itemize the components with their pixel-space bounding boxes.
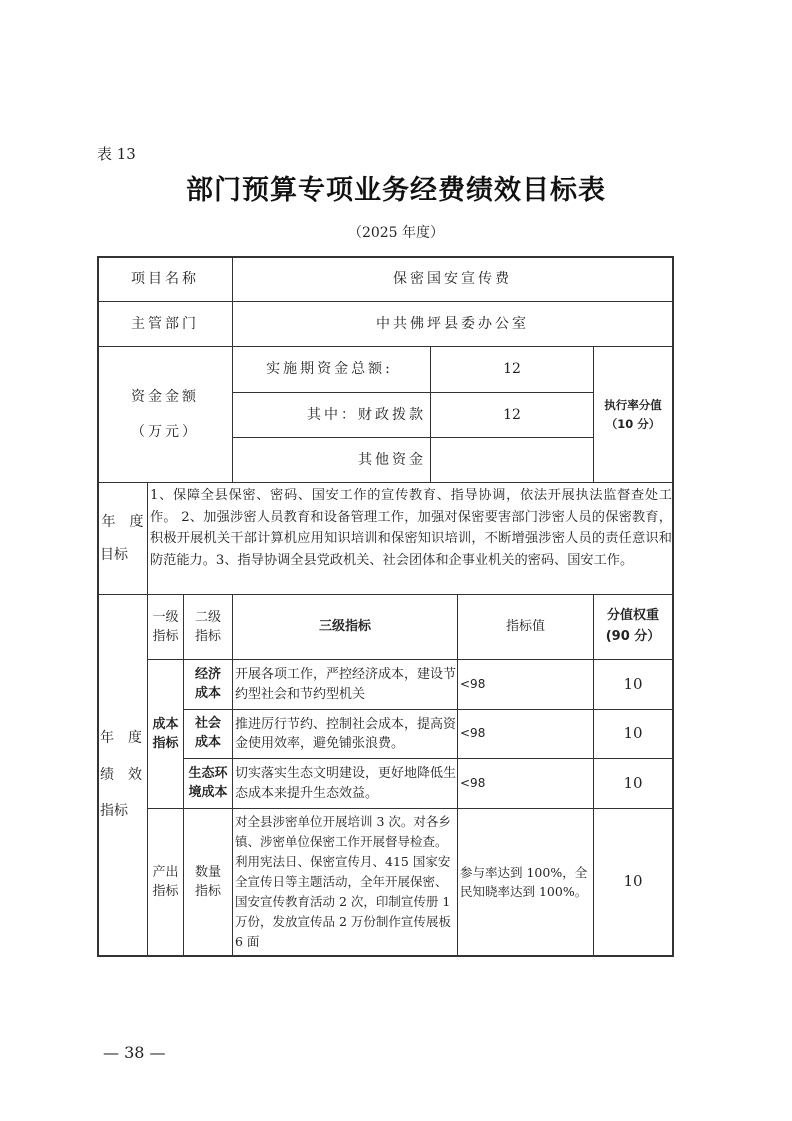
funds-label [98, 347, 232, 482]
exec-rate-label-line1: 执行率分值 [604, 398, 662, 413]
annual-goal-text: 1、保障全县保密、密码、国安工作的宣传教育、指导协调，依法开展执法监督查处工作。 2、加强涉密人员教育和设备管理工作，加强对保密要害部门涉密人员的保密教育，积极开展机关干部计算机应用知识培训和保密知识培训，不断增强涉密人员的责任意识和防范能力。3、指导协调全县党政机关、社会团体和企事业机关的密码、国安工作。 [150, 488, 672, 568]
header-weight [594, 595, 672, 659]
other-funds-value [431, 438, 593, 482]
year-label: （2025 年度） [347, 225, 445, 241]
department-value: 中共佛坪县委办公室 [376, 315, 529, 332]
indicator-value-cell: <98 [460, 775, 486, 790]
performance-label-line2: 绩 效 [100, 766, 142, 783]
total-funds-value: 12 [503, 361, 521, 378]
level2-cell: 经济成本 [194, 666, 221, 701]
exec-rate-label [594, 347, 672, 482]
table-border-bottom [97, 955, 674, 957]
page-title: 部门预算专项业务经费绩效目标表 [186, 175, 606, 206]
level1-cell: 产出指标 [152, 864, 179, 899]
table-border-right [672, 256, 674, 956]
fiscal-value: 12 [503, 406, 521, 423]
level3-cell: 切实落实生态文明建设，更好地降低生态成本来提升生态效益。 [235, 766, 457, 801]
department-label: 主管部门 [131, 315, 199, 332]
level3-cell: 开展各项工作，严控经济成本，建设节约型社会和节约型机关 [235, 667, 457, 702]
total-funds-label: 实施期资金总额: [266, 361, 393, 378]
indicator-value-cell: 参与率达到 100%，全民知晓率达到 100%。 [460, 864, 588, 899]
performance-label-line1: 年 度 [100, 730, 142, 747]
weight-cell: 10 [623, 674, 643, 693]
header-weight-line1: 分值权重 [606, 608, 659, 624]
annual-goal-label-line2: 目标 [100, 546, 128, 563]
level3-cell: 推进厉行节约、控制社会成本，提高资金使用效率，避免铺张浪费。 [235, 716, 457, 751]
header-weight-line2: (90 分） [605, 629, 661, 644]
annual-goal-label [98, 483, 147, 594]
indicator-value-cell: <98 [460, 676, 486, 691]
weight-cell: 10 [623, 773, 643, 792]
fiscal-label: 其中：财政拨款 [307, 406, 426, 423]
level3-cell: 对全县涉密单位开展培训 3 次。对各乡镇、涉密单位保密工作开展督导检查。利用宪法日、保密宣传月、415 国家安全宣传日等主题活动，全年开展保密、国安宣传教育活动 2 次，印制宣传册 1 万份，发放宣传品 2 万份制作宣传展板 6 面 [235, 814, 451, 949]
funds-label-line1: 资金金额 [131, 388, 199, 405]
project-name-value: 保密国安宣传费 [393, 270, 512, 287]
header-indicator-value: 指标值 [505, 618, 545, 634]
weight-cell: 10 [623, 872, 643, 891]
project-name-label: 项目名称 [131, 270, 199, 287]
funds-label-line2: （万元） [131, 423, 199, 440]
level2-cell: 数量指标 [194, 864, 221, 899]
indicator-value-cell: <98 [460, 726, 486, 741]
level2-cell: 生态环境成本 [188, 765, 228, 800]
page-number: — 38 — [103, 1043, 166, 1062]
cost-indicator-label: 成本指标 [152, 716, 179, 751]
performance-label [98, 595, 147, 955]
table-number-label: 表 13 [97, 145, 136, 163]
header-level1: 一级指标 [152, 609, 179, 644]
performance-label-line3: 指标 [100, 803, 128, 820]
annual-goal-label-line1: 年 度 [101, 514, 144, 531]
exec-rate-label-line2: （10 分） [605, 416, 661, 431]
other-funds-label: 其他资金 [358, 451, 426, 468]
level2-cell: 社会成本 [194, 716, 221, 750]
weight-cell: 10 [623, 724, 643, 743]
header-level3: 三级指标 [318, 618, 371, 634]
header-level2: 二级指标 [194, 609, 221, 644]
